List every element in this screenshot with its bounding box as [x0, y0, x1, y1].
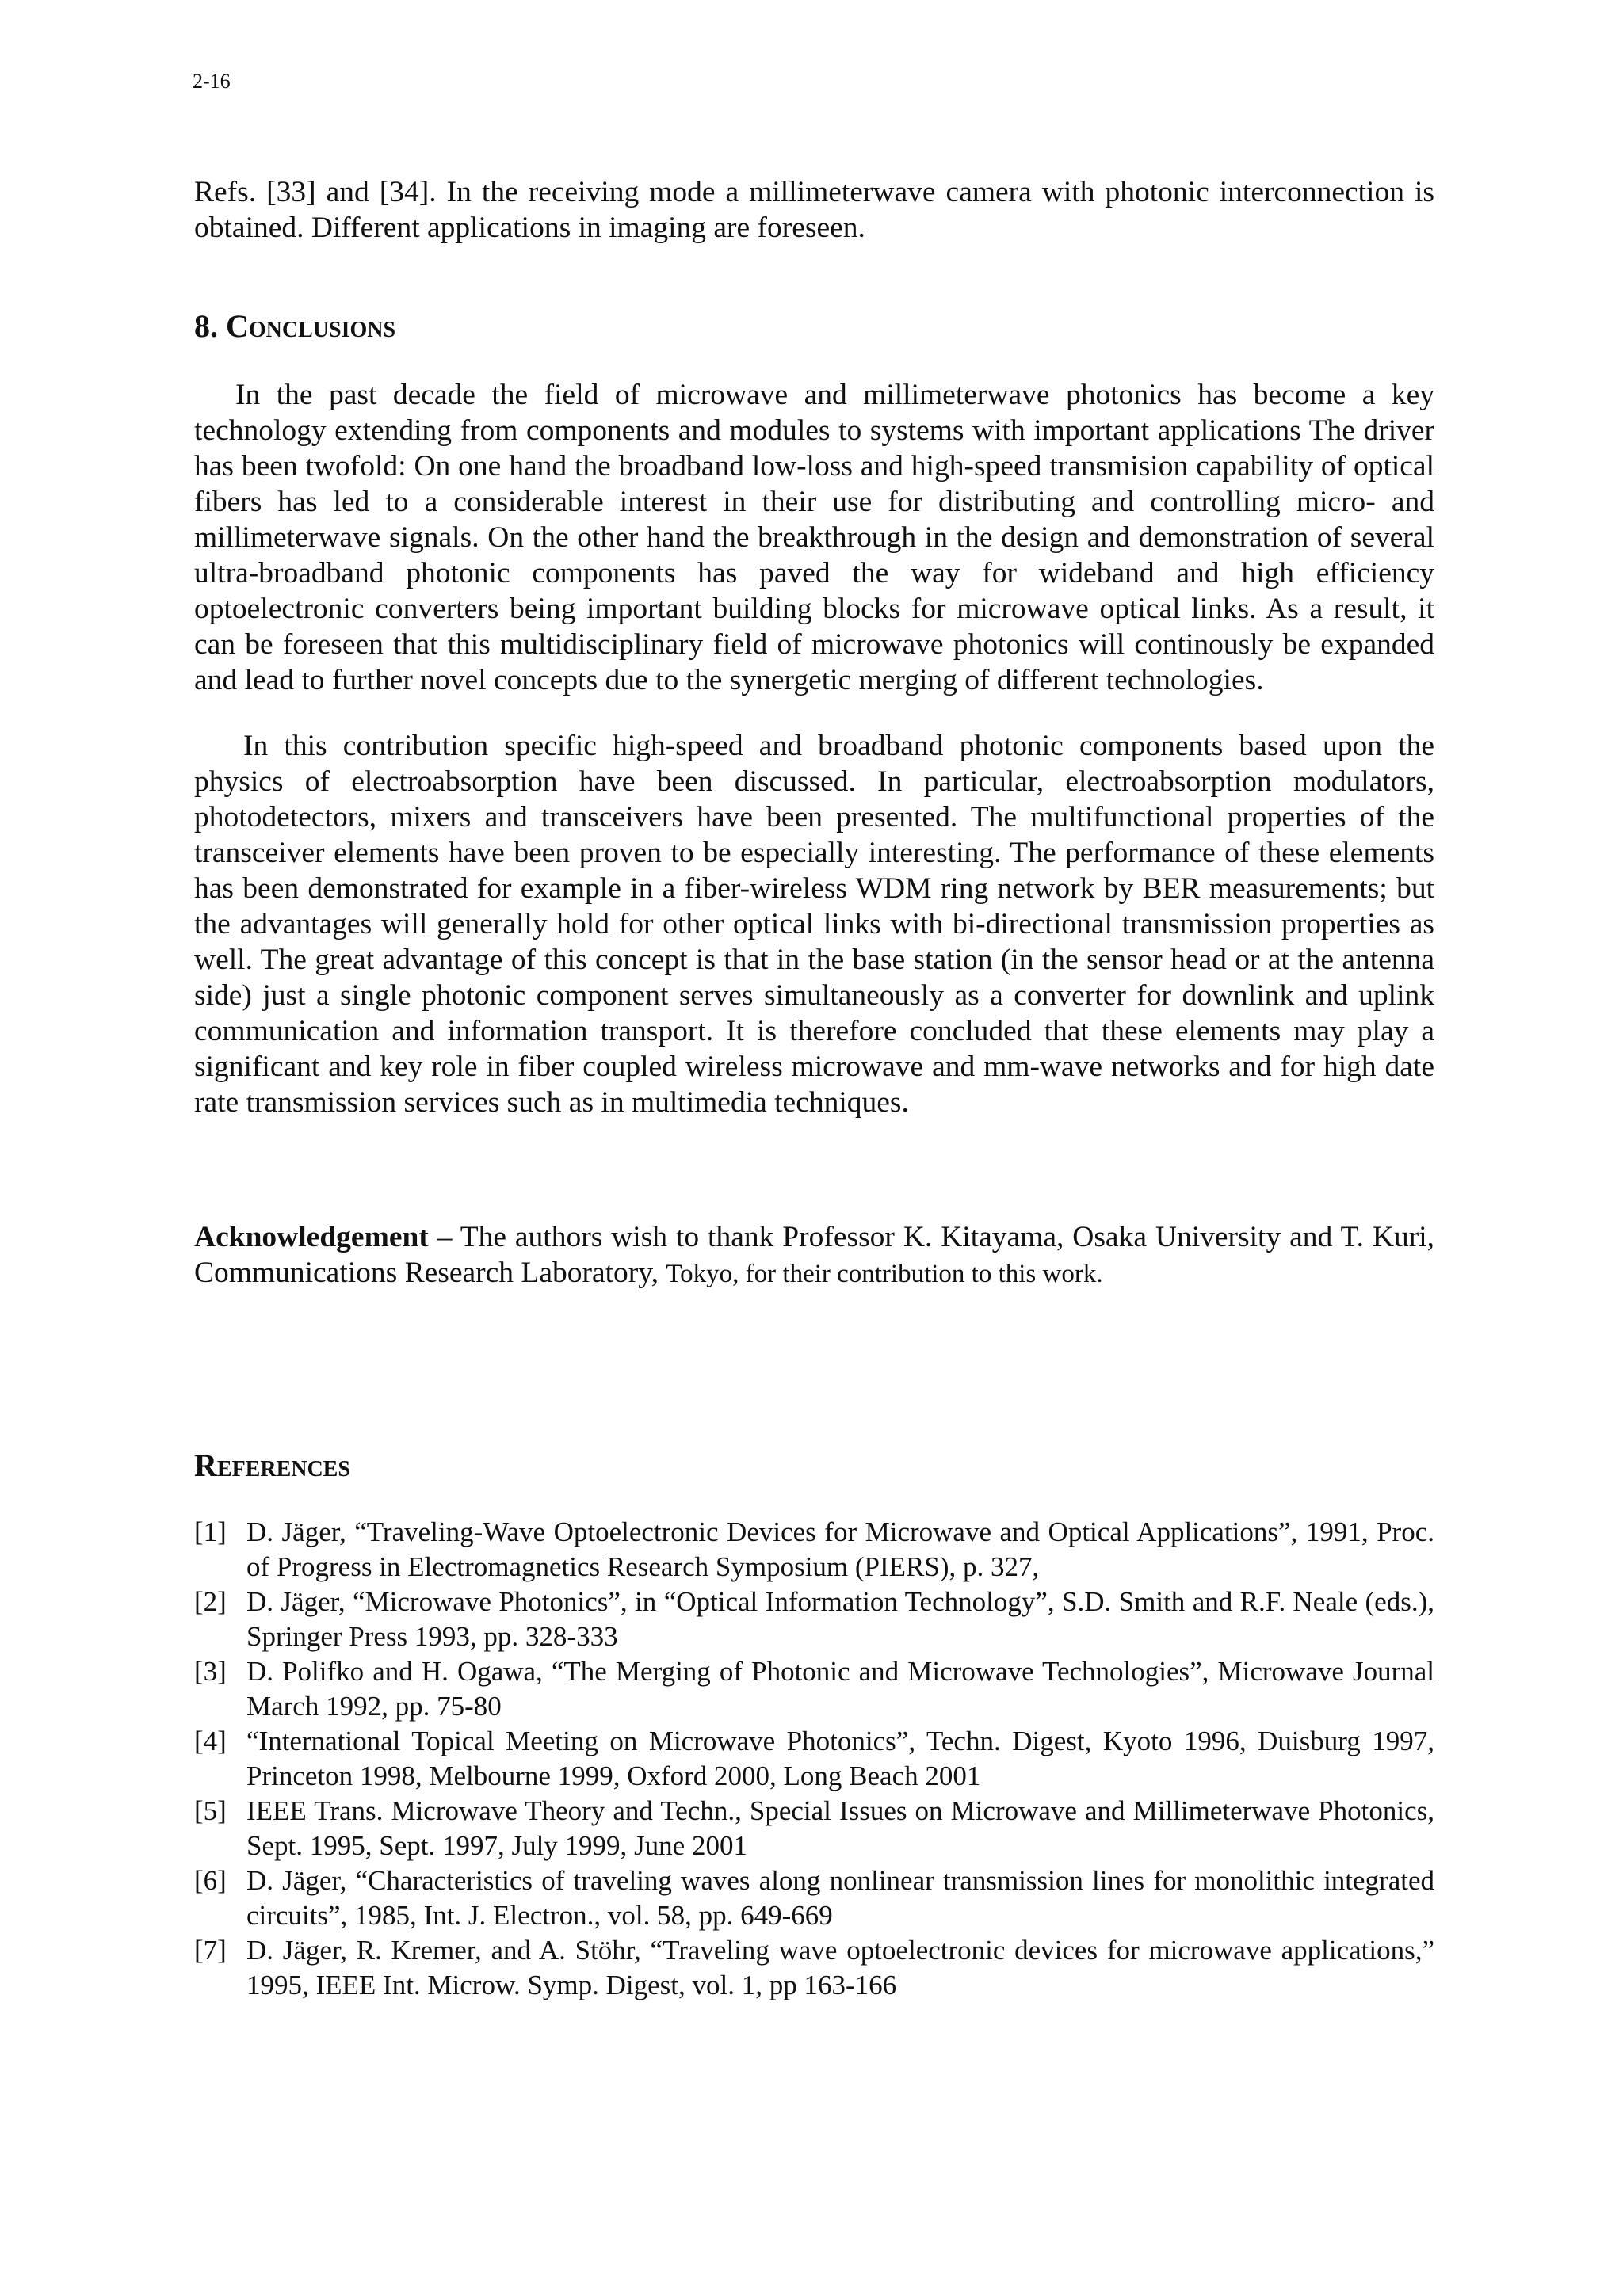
reference-item — [194, 1933, 1434, 2003]
reference-list — [194, 1515, 1434, 2003]
reference-number: [2] — [194, 1586, 227, 1617]
reference-item — [194, 1515, 1434, 1585]
references-heading — [194, 1447, 1434, 1485]
reference-item — [194, 1863, 1434, 1933]
reference-item — [194, 1724, 1434, 1794]
reference-text: D. Jäger, “Microwave Photonics”, in “Optical Information Technology”, S.D. Smith and R.F. Neale (eds.), Springer Press 1993, pp. 328-333 — [246, 1586, 1434, 1652]
reference-item — [194, 1794, 1434, 1863]
reference-item — [194, 1585, 1434, 1654]
section-number: 8. — [194, 308, 218, 344]
reference-text: IEEE Trans. Microwave Theory and Techn., Special Issues on Microwave and Millimeterwave Photonics, Sept. 1995, Sept. 1997, July 1999, June 2001 — [246, 1795, 1434, 1861]
reference-text: D. Polifko and H. Ogawa, “The Merging of Photonic and Microwave Technologies”, Microwave Journal March 1992, pp. 75-80 — [246, 1656, 1434, 1722]
references-title: References — [194, 1447, 350, 1483]
acknowledgement — [194, 1219, 1434, 1292]
page-number: 2-16 — [193, 70, 231, 93]
reference-number: [3] — [194, 1656, 227, 1687]
intro-paragraph: Refs. [33] and [34]. In the receiving mode a millimeterwave camera with photonic interconnection is obtained. Different applications in imaging are foreseen. — [194, 176, 1434, 244]
reference-text: D. Jäger, “Traveling-Wave Optoelectronic Devices for Microwave and Optical Applications”, 1991, Proc. of Progress in Electromagnetics Research Symposium (PIERS), p. 327, — [246, 1516, 1434, 1582]
reference-text: D. Jäger, R. Kremer, and A. Stöhr, “Traveling wave optoelectronic devices for microwave applications,” 1995, IEEE Int. Microw. Symp. Digest, vol. 1, pp 163-166 — [246, 1935, 1434, 2000]
reference-number: [7] — [194, 1935, 227, 1966]
acknowledgement-text: – The authors wish to thank Professor K. Kitayama, Osaka University and T. Kuri, Communications Research Laboratory, — [194, 1221, 1434, 1289]
page-content — [194, 174, 1434, 2003]
reference-number: [5] — [194, 1795, 227, 1826]
reference-text: D. Jäger, “Characteristics of traveling waves along nonlinear transmission lines for monolithic integrated circuits”, 1985, Int. J. Electron., vol. 58, pp. 649-669 — [246, 1865, 1434, 1931]
conclusions-paragraph: In this contribution specific high-speed and broadband photonic components based upon the physics of electroabsorption have been discussed. In particular, electroabsorption modulators, photodetectors, mixers and transceivers have been presented. The multifunctional properties of the transceiver elements have been proven to be especially interesting. The performance of these elements has been demonstrated for example in a fiber-wireless WDM ring network by BER measurements; but the advantages will generally hold for other optical links with bi-directional transmission properties as well. The great advantage of this concept is that in the base station (in the sensor head or at the antenna side) just a single photonic component serves simultaneously as a converter for downlink and uplink communication and information transport. It is therefore concluded that these elements may play a significant and key role in fiber coupled wireless microwave and mm-wave networks and for high date rate transmission services such as in multimedia techniques. — [194, 730, 1434, 1119]
reference-item — [194, 1654, 1434, 1724]
reference-number: [1] — [194, 1516, 227, 1547]
reference-number: [6] — [194, 1865, 227, 1896]
acknowledgement-label: Acknowledgement — [194, 1221, 429, 1253]
conclusions-heading — [194, 307, 1434, 345]
conclusions-paragraph: In the past decade the field of microwave and millimeterwave photonics has become a key technology extending from components and modules to systems with important applications The driver has been twofold: On one hand the broadband low-loss and high-speed transmision capability of optical fibers has led to a considerable interest in their use for distributing and controlling micro- and millimeterwave signals. On the other hand the breakthrough in the design and demonstration of several ultra-broadband photonic components has paved the way for wideband and high efficiency optoelectronic converters being important building blocks for microwave optical links. As a result, it can be foreseen that this multidisciplinary field of microwave photonics will continously be expanded and lead to further novel concepts due to the synergetic merging of different technologies. — [194, 379, 1434, 696]
section-title: Conclusions — [226, 308, 396, 344]
reference-text: “International Topical Meeting on Microwave Photonics”, Techn. Digest, Kyoto 1996, Duisburg 1997, Princeton 1998, Melbourne 1999, Oxford 2000, Long Beach 2001 — [246, 1726, 1434, 1791]
acknowledgement-tail: Tokyo, for their contribution to this work. — [666, 1260, 1103, 1288]
reference-number: [4] — [194, 1726, 227, 1756]
